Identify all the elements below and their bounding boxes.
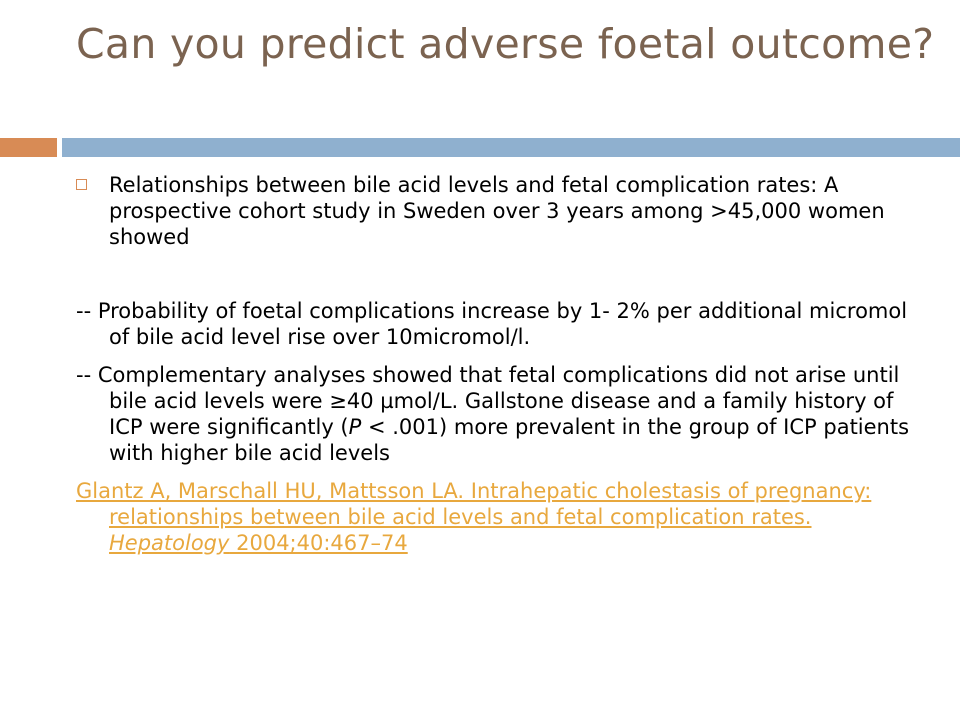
slide-title: Can you predict adverse foetal outcome? [76,20,935,68]
p-value-symbol: P [348,415,362,439]
slide-body [76,172,926,556]
paragraph-probability-text: -- Probability of foetal complications increase by 1- 2% per additional micromol of bile acid level rise over 10micromol/l. [76,299,908,349]
bullet-text: Relationships between bile acid levels and fetal complication rates: A prospective cohort study in Sweden over 3 years among >45,000 women showed [109,173,885,249]
reference-journal: Hepatology [109,531,230,555]
title-rule-bar [62,138,960,157]
bullet-item [76,172,926,250]
square-bullet-icon [76,179,87,190]
reference-link[interactable] [76,478,926,556]
paragraph-probability [76,298,926,350]
reference-text: Glantz A, Marschall HU, Mattsson LA. Intrahepatic cholestasis of pregnancy: relationships between bile acid levels and fetal complication rates. [76,479,872,529]
paragraph-analyses-text-end: < .001) more prevalent in the group of ICP patients with higher bile acid levels [109,415,910,465]
title-accent-bar [0,138,57,157]
reference-citation: 2004;40:467–74 [229,531,408,555]
paragraph-analyses-text: -- Complementary analyses showed that fetal complications did not arise until bile acid levels were ≥40 µmol/L. Gallstone disease and a family history of ICP were significantly ( [76,363,900,439]
paragraph-analyses [76,362,926,466]
